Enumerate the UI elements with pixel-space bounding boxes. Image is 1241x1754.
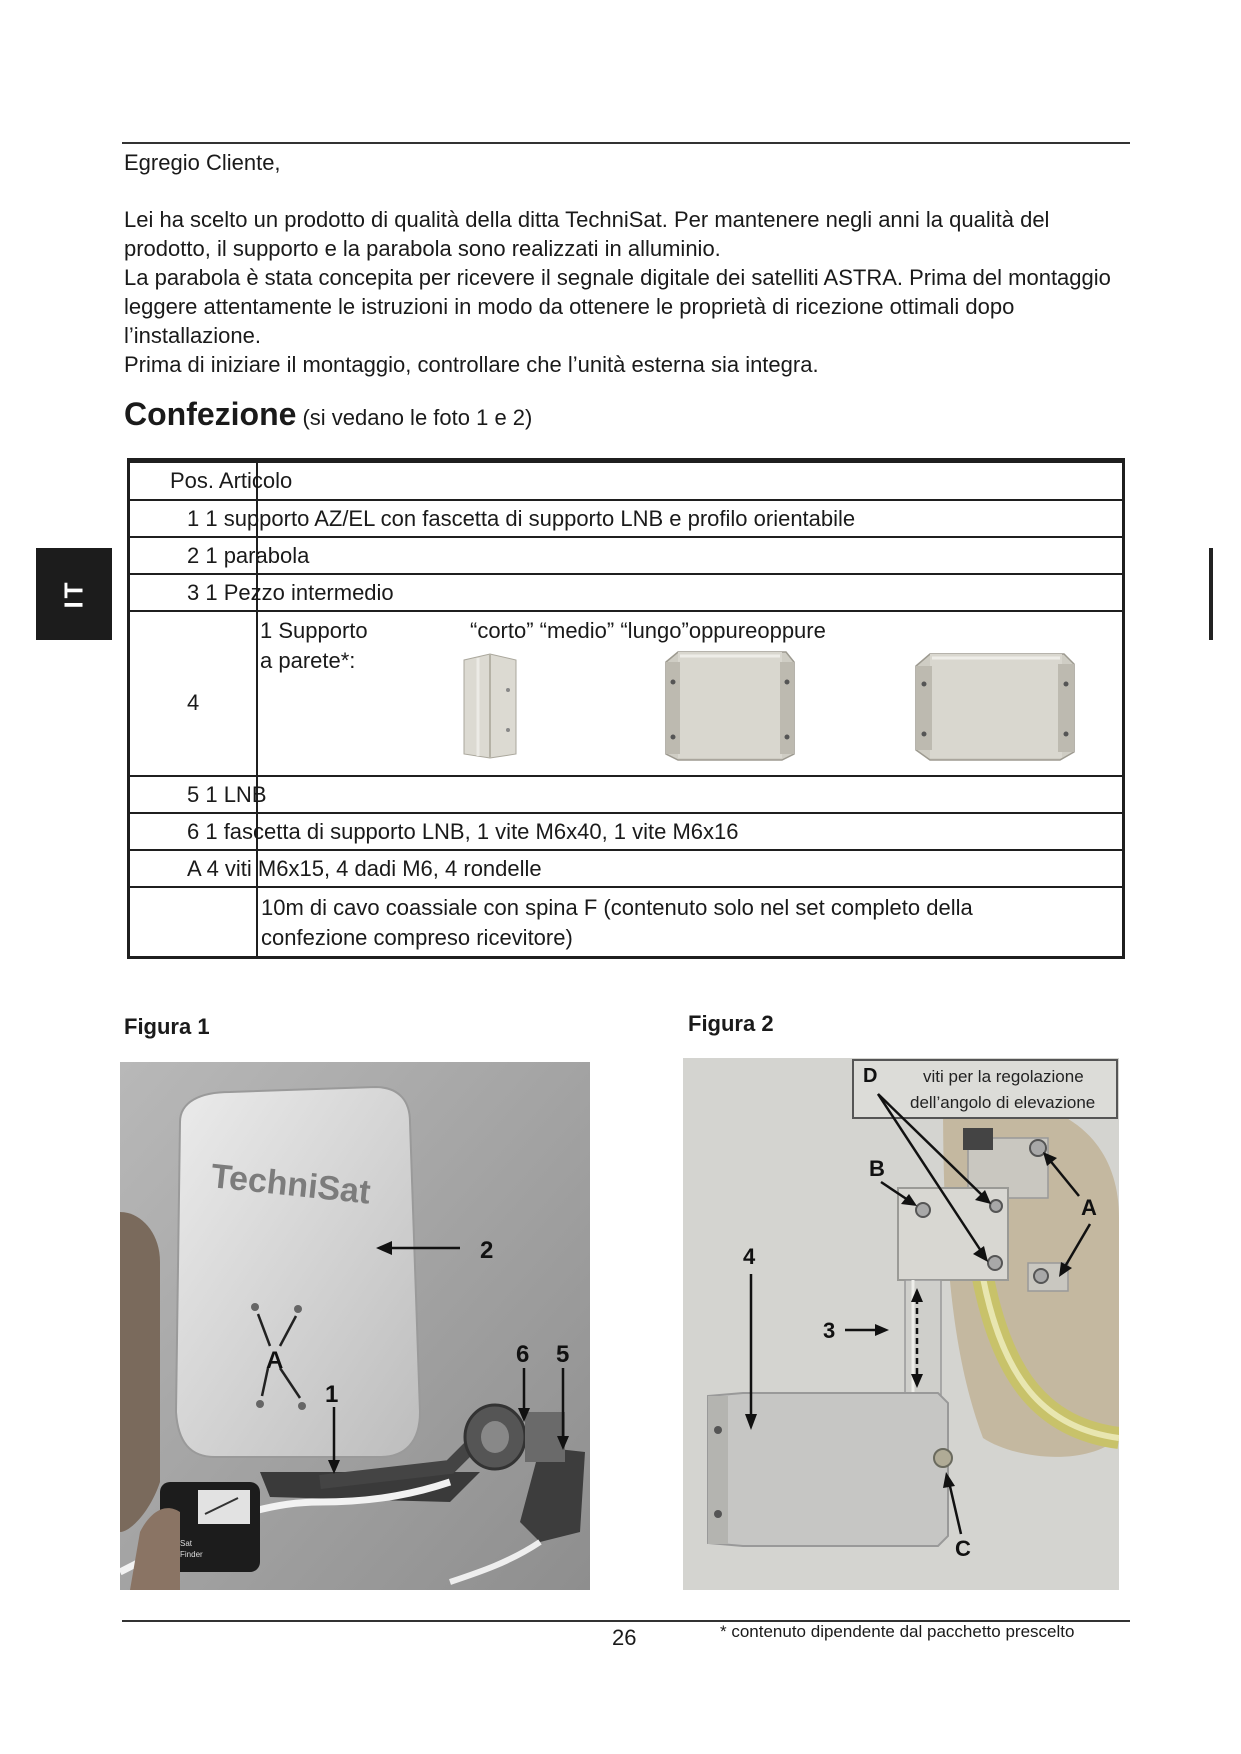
table-row <box>130 499 1122 536</box>
legend-line: dell’angolo di elevazione <box>910 1093 1096 1112</box>
margin-marker <box>1209 548 1213 640</box>
callout-1: 1 <box>325 1381 339 1408</box>
top-rule <box>122 142 1130 144</box>
table-row-text: 1 1 supporto AZ/EL con fascetta di supporto LNB e profilo orientabile <box>187 505 856 531</box>
section-heading <box>124 396 532 433</box>
figure2-drawing <box>683 1058 1119 1590</box>
table-row-text: 2 1 parabola <box>187 542 310 568</box>
finder-label: Sat <box>180 1539 193 1548</box>
figure2-photo <box>683 1058 1119 1590</box>
intro-text <box>124 205 1124 379</box>
callout-A: A <box>1081 1195 1097 1220</box>
finder-label: Finder <box>180 1550 203 1559</box>
cable-description <box>261 893 973 953</box>
cable-line: confezione compreso ricevitore) <box>261 925 573 950</box>
contents-table <box>127 458 1125 959</box>
bracket-sizes: “corto” “medio” “lungo”oppureoppure <box>470 618 826 643</box>
greeting: Egregio Cliente, <box>124 150 281 175</box>
language-tab-label: IT <box>58 579 89 609</box>
table-row <box>130 775 1122 812</box>
language-tab <box>36 548 112 640</box>
figure1-photo <box>120 1062 590 1590</box>
wall-bracket-description <box>260 616 368 676</box>
figure2-label: Figura 2 <box>688 1011 774 1036</box>
callout-3: 3 <box>823 1318 836 1343</box>
table-row <box>130 886 1122 956</box>
callout-A: A <box>266 1347 284 1374</box>
table-row <box>130 849 1122 886</box>
footnote: * contenuto dipendente dal pacchetto prescelto <box>720 1622 1075 1641</box>
intro-paragraph: La parabola è stata concepita per ricevere il segnale digitale dei satelliti ASTRA. Prima del montaggio leggere attentamente le istruzioni in modo da ottenere le proprietà di ricezione ottimali dopo l’installazione. <box>124 265 1111 348</box>
table-row-text: 5 1 LNB <box>187 781 267 807</box>
medium-bracket-image <box>660 642 800 762</box>
figure1-drawing <box>120 1062 590 1590</box>
row-position: 4 <box>187 690 200 715</box>
figure1-label: Figura 1 <box>124 1014 210 1039</box>
short-bracket-image <box>460 650 520 760</box>
section-title: Confezione <box>124 396 297 432</box>
table-row-text: A 4 viti M6x15, 4 dadi M6, 4 rondelle <box>187 855 542 881</box>
callout-6: 6 <box>516 1341 530 1368</box>
legend-line: viti per la regolazione <box>923 1067 1084 1086</box>
table-header-row <box>130 461 1122 499</box>
wall-bracket-line: 1 Supporto <box>260 618 368 643</box>
wall-bracket-line: a parete*: <box>260 648 356 673</box>
table-row-text: 6 1 fascetta di supporto LNB, 1 vite M6x40, 1 vite M6x16 <box>187 818 739 844</box>
table-row-wall-brackets <box>130 610 1122 775</box>
table-row <box>130 536 1122 573</box>
table-header: Pos. Articolo <box>170 468 293 493</box>
callout-4: 4 <box>743 1244 756 1269</box>
long-bracket-image <box>910 642 1080 762</box>
dish-brand: TechniSat <box>209 1157 373 1212</box>
cable-line: 10m di cavo coassiale con spina F (contenuto solo nel set completo della <box>261 895 973 920</box>
callout-B: B <box>869 1156 885 1181</box>
intro-paragraph: Lei ha scelto un prodotto di qualità della ditta TechniSat. Per mantenere negli anni la qualità del prodotto, il supporto e la parabola sono realizzati in alluminio. <box>124 207 1050 261</box>
callout-2: 2 <box>480 1237 494 1264</box>
section-subtitle: (si vedano le foto 1 e 2) <box>302 405 533 430</box>
page-number: 26 <box>612 1625 637 1650</box>
table-row-text: 3 1 Pezzo intermedio <box>187 579 394 605</box>
legend-letter-D: D <box>863 1065 878 1087</box>
callout-5: 5 <box>556 1341 570 1368</box>
intro-paragraph: Prima di iniziare il montaggio, controllare che l’unità esterna sia integra. <box>124 352 819 377</box>
callout-C: C <box>955 1536 971 1561</box>
table-row <box>130 812 1122 849</box>
table-row <box>130 573 1122 610</box>
